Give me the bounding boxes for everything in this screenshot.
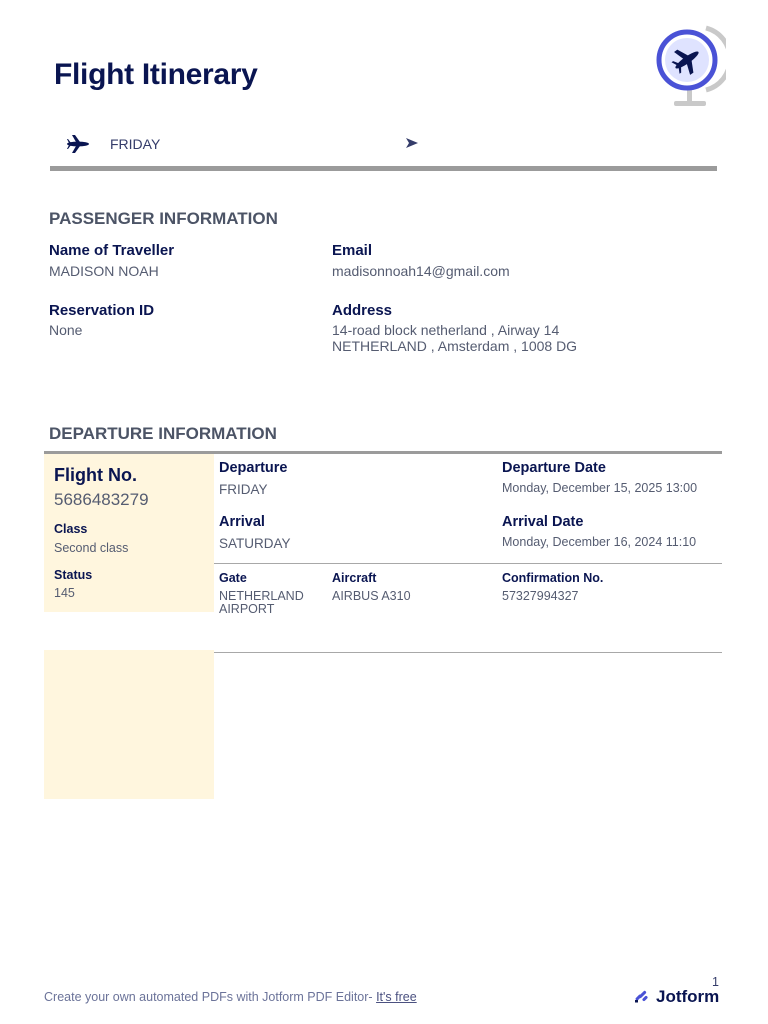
jotform-logo-icon (634, 987, 650, 1008)
aircraft-label: Aircraft (332, 571, 377, 585)
arrow-right-icon (404, 135, 420, 151)
confirmation-value: 57327994327 (502, 589, 579, 603)
summary-divider (50, 166, 717, 171)
footer-promo (44, 990, 417, 1004)
flight-no-value: 5686483279 (54, 490, 149, 509)
status-label: Status (54, 568, 93, 582)
details-divider (214, 563, 722, 564)
airplane-icon (66, 134, 90, 154)
departure-date-label: Departure Date (502, 460, 606, 476)
aircraft-value: AIRBUS A310 (332, 589, 411, 603)
gate-value-line-1: NETHERLAND (219, 589, 304, 603)
address-label: Address (332, 302, 393, 319)
address-line-2: NETHERLAND , Amsterdam , 1008 DG (332, 338, 578, 354)
second-leg-divider (214, 652, 722, 653)
status-value: 145 (54, 586, 75, 600)
page-number: 1 (712, 975, 719, 989)
globe-airplane-icon (654, 24, 726, 110)
summary-day: FRIDAY (110, 136, 161, 152)
jotform-brand-name: Jotform (656, 987, 720, 1006)
traveller-name-value: MADISON NOAH (49, 263, 159, 279)
reservation-id-label: Reservation ID (49, 302, 155, 319)
page-title: Flight Itinerary (54, 58, 258, 91)
flight-no-label: Flight No. (54, 465, 137, 485)
confirmation-label: Confirmation No. (502, 571, 604, 585)
reservation-id-value: None (49, 322, 83, 338)
second-leg-panel (44, 650, 214, 799)
jotform-brand[interactable] (634, 986, 719, 1008)
passenger-heading: PASSENGER INFORMATION (49, 209, 278, 228)
departure-label: Departure (219, 460, 288, 476)
footer-promo-text: Create your own automated PDFs with Jotform PDF Editor- (44, 990, 373, 1004)
traveller-name-label: Name of Traveller (49, 242, 175, 259)
arrival-label: Arrival (219, 514, 265, 530)
email-label: Email (332, 242, 373, 259)
address-line-1: 14-road block netherland , Airway 14 (332, 322, 560, 338)
class-label: Class (54, 522, 88, 536)
email-value: madisonnoah14@gmail.com (332, 263, 510, 279)
arrival-date-value: Monday, December 16, 2024 11:10 (502, 535, 697, 549)
arrival-value: SATURDAY (219, 536, 291, 551)
arrival-date-label: Arrival Date (502, 514, 584, 530)
departure-heading: DEPARTURE INFORMATION (49, 424, 277, 443)
departure-value: FRIDAY (219, 482, 268, 497)
footer-free-link[interactable]: It's free (376, 990, 417, 1004)
gate-value-line-2: AIRPORT (219, 602, 275, 616)
class-value: Second class (54, 541, 129, 555)
departure-date-value: Monday, December 15, 2025 13:00 (502, 481, 698, 495)
gate-label: Gate (219, 571, 247, 585)
